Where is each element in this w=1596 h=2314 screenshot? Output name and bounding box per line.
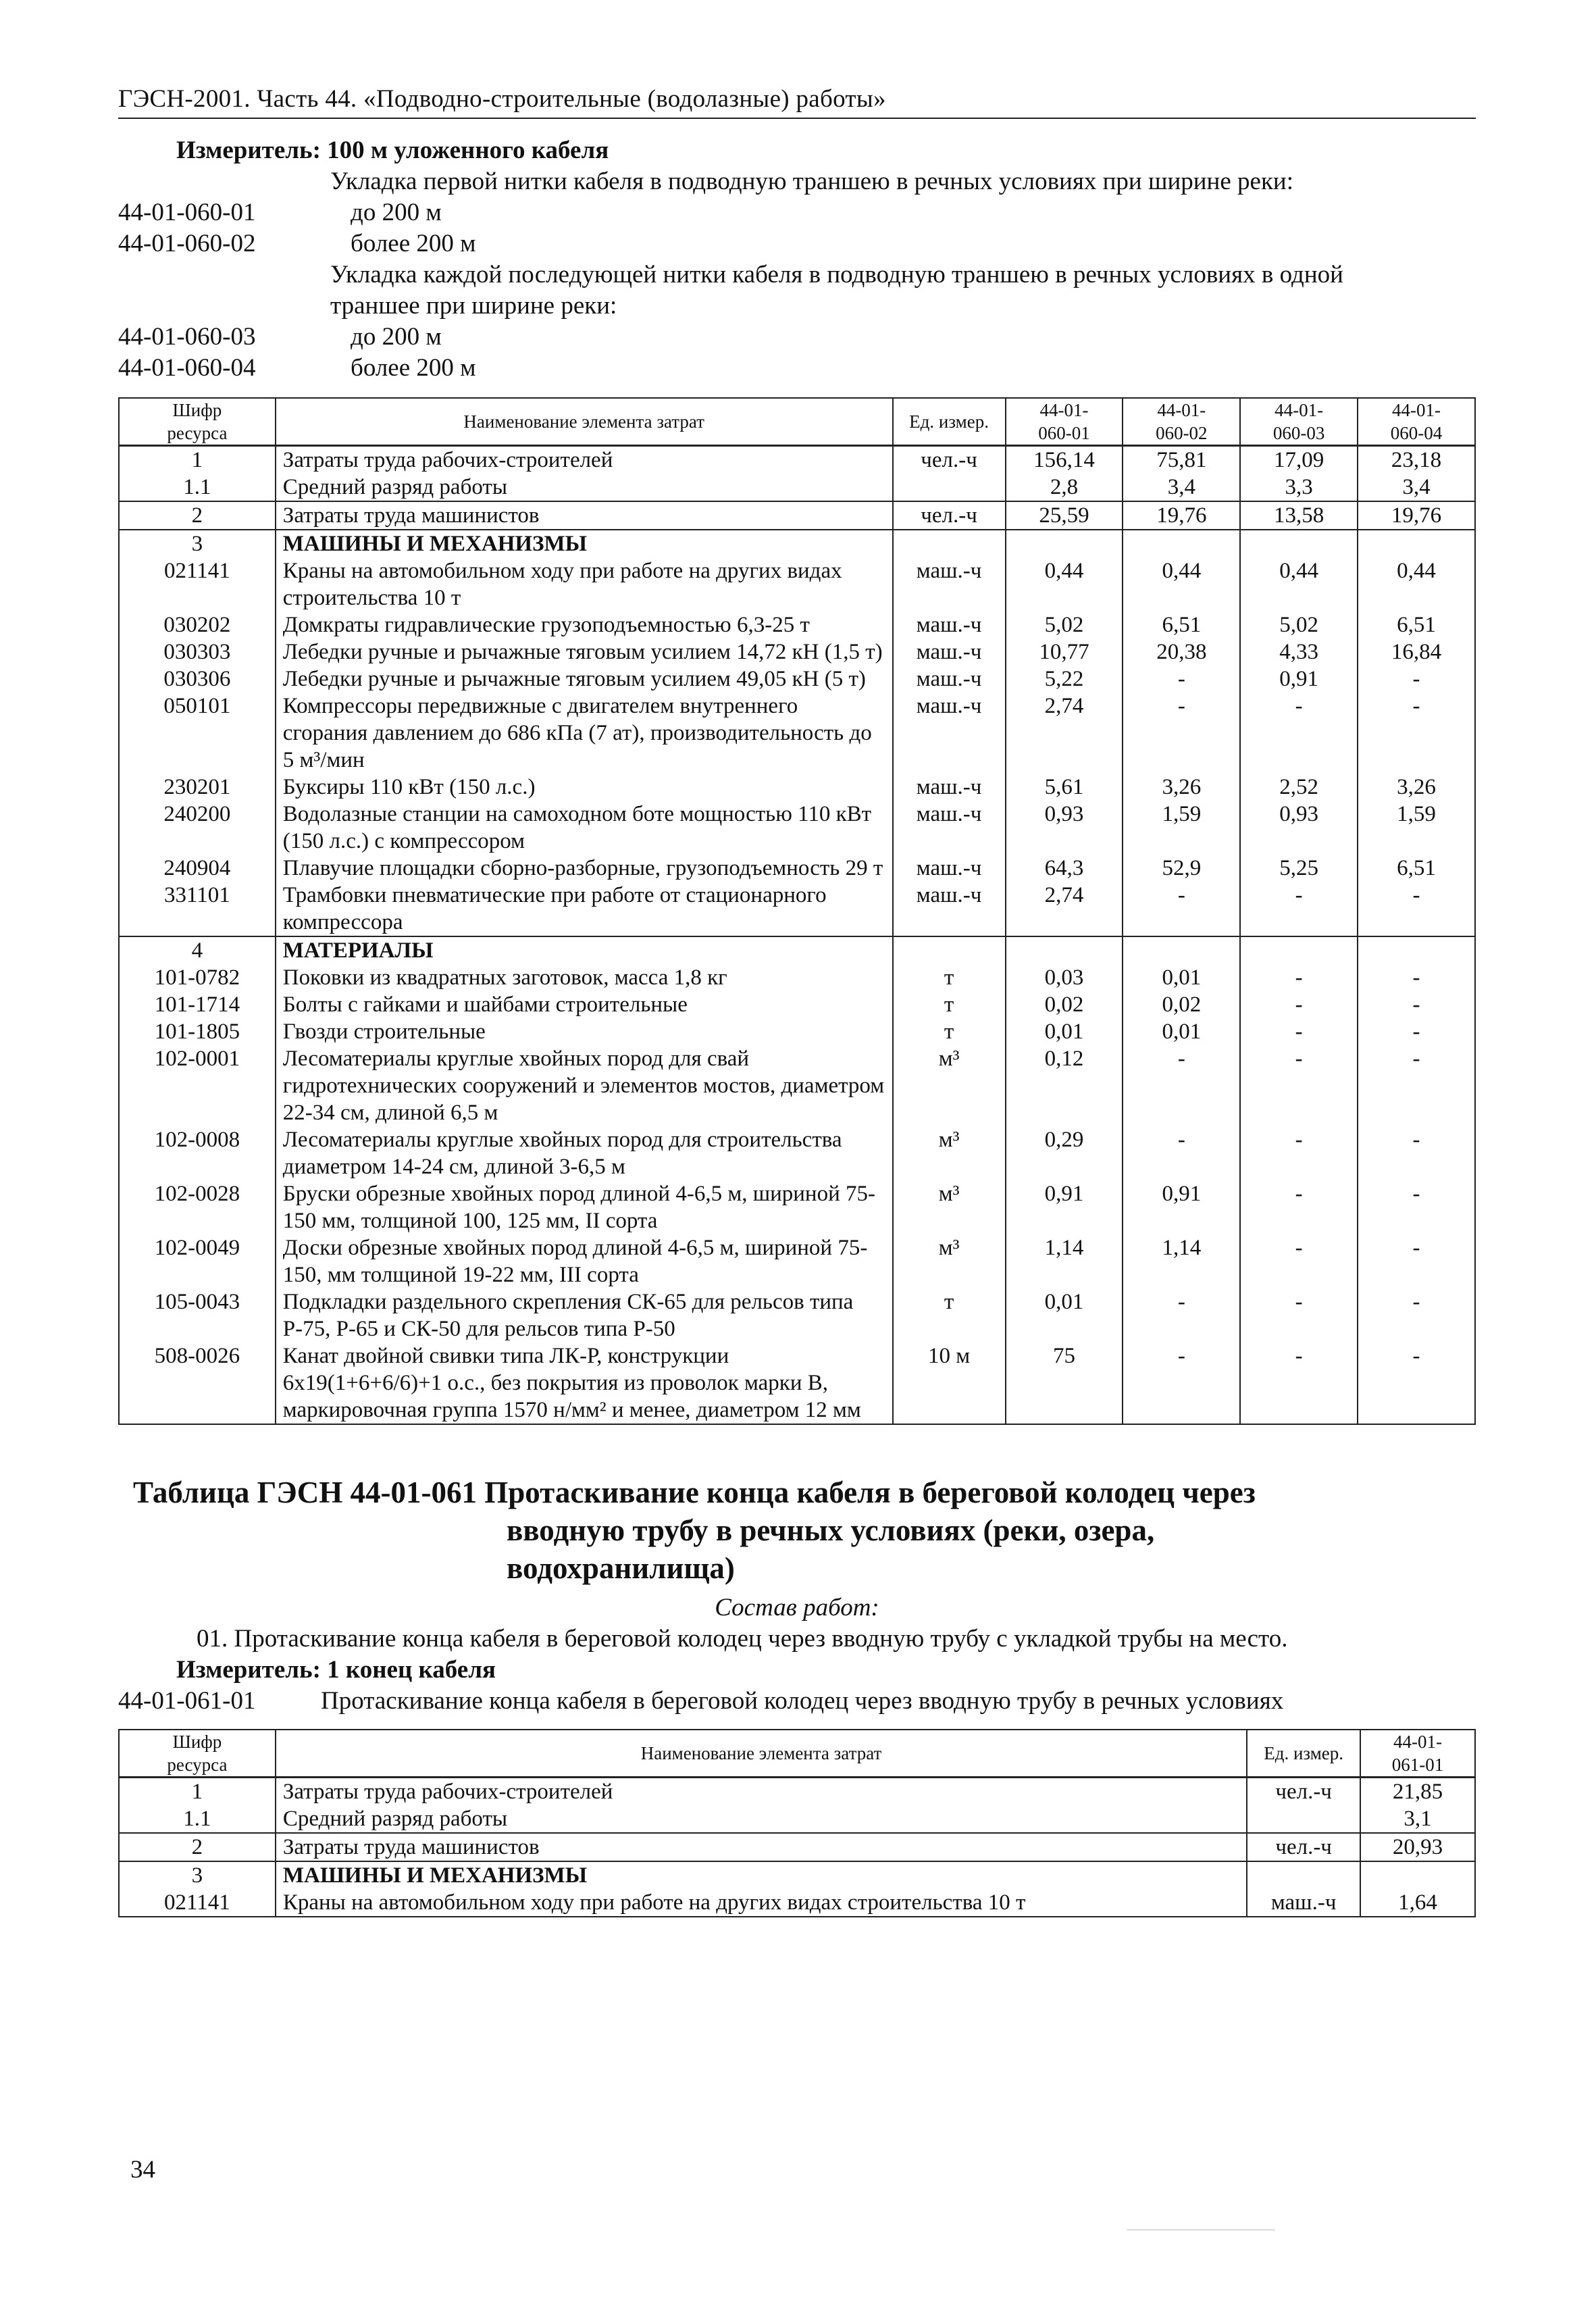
cell-v2: 3,26 — [1123, 774, 1240, 801]
cell-code: 102-0049 — [119, 1234, 276, 1288]
cell-v4: 1,59 — [1358, 801, 1475, 855]
table-title-line: вводную трубу в речных условиях (реки, озера, — [507, 1513, 1155, 1547]
cell-name: Затраты труда машинистов — [276, 1833, 1247, 1861]
cell-unit — [1247, 1861, 1360, 1889]
cell-code: 101-1714 — [119, 991, 276, 1018]
cell-name: Лебедки ручные и рычажные тяговым усилием 14,72 кН (1,5 т) — [276, 638, 893, 665]
cell-name: Буксиры 110 кВт (150 л.с.) — [276, 774, 893, 801]
cell-name: Затраты труда рабочих-строителей — [276, 1778, 1247, 1806]
document-page — [118, 84, 1476, 1917]
cell-v4: - — [1358, 882, 1475, 936]
cell-v2: - — [1123, 1045, 1240, 1126]
cell-v1: 25,59 — [1006, 501, 1123, 530]
table-row — [119, 1180, 1475, 1234]
table-title — [118, 1474, 1476, 1587]
cell-unit: чел.-ч — [893, 501, 1006, 530]
cell-v4: - — [1358, 1126, 1475, 1180]
cell-code: 021141 — [119, 1889, 276, 1917]
cell-v4: - — [1358, 964, 1475, 991]
table-row — [119, 446, 1475, 474]
table-row — [119, 1234, 1475, 1288]
cell-v3: 13,58 — [1240, 501, 1358, 530]
cell-v4: 19,76 — [1358, 501, 1475, 530]
code-line — [118, 197, 1476, 228]
operation-line: 01. Протаскивание конца кабеля в береговой колодец через вводную трубу с укладкой трубы на место. — [197, 1625, 1288, 1653]
cell-v2: 1,14 — [1123, 1234, 1240, 1288]
cell-v1: 1,64 — [1360, 1889, 1475, 1917]
cell-unit: маш.-ч — [1247, 1889, 1360, 1917]
cell-name: Средний разряд работы — [276, 474, 893, 501]
cell-code: 105-0043 — [119, 1288, 276, 1342]
cell-v4 — [1358, 936, 1475, 964]
cell-v4 — [1358, 530, 1475, 557]
col-header-unit: Ед. измер. — [893, 398, 1006, 446]
code-text: Протаскивание конца кабеля в береговой колодец через вводную трубу в речных условиях — [321, 1687, 1284, 1715]
table-row — [119, 882, 1475, 936]
table-row — [119, 1018, 1475, 1045]
cell-code: 1.1 — [119, 474, 276, 501]
cell-unit: маш.-ч — [893, 611, 1006, 638]
cell-name: Болты с гайками и шайбами строительные — [276, 991, 893, 1018]
code-line — [118, 228, 1476, 259]
cell-v1: 3,1 — [1360, 1805, 1475, 1833]
code-value: 44-01-060-02 — [118, 230, 256, 257]
cell-v4: 3,26 — [1358, 774, 1475, 801]
cell-code: 102-0028 — [119, 1180, 276, 1234]
cell-code: 030303 — [119, 638, 276, 665]
cell-v1: 5,22 — [1006, 665, 1123, 693]
code-text: более 200 м — [351, 354, 476, 382]
cell-v3: - — [1240, 991, 1358, 1018]
cell-unit: чел.-ч — [1247, 1778, 1360, 1806]
cell-v1: 2,74 — [1006, 882, 1123, 936]
cell-name: Компрессоры передвижные с двигателем внутреннего сгорания давлением до 686 кПа (7 ат), производительность до 5 м³/мин — [276, 693, 893, 774]
cell-name: Подкладки раздельного скрепления СК-65 для рельсов типа Р-75, Р-65 и СК-50 для рельсов типа Р-50 — [276, 1288, 893, 1342]
cell-v1: 0,12 — [1006, 1045, 1123, 1126]
cell-unit: маш.-ч — [893, 693, 1006, 774]
cell-v2: 6,51 — [1123, 611, 1240, 638]
table-row — [119, 1861, 1475, 1889]
col-header-060-01: 44-01- 060-01 — [1006, 398, 1123, 446]
table-row — [119, 557, 1475, 611]
cell-unit: чел.-ч — [1247, 1833, 1360, 1861]
cell-unit: маш.-ч — [893, 882, 1006, 936]
cell-code: 1.1 — [119, 1805, 276, 1833]
table-row — [119, 1889, 1475, 1917]
cell-v3: - — [1240, 1180, 1358, 1234]
col-header-name: Наименование элемента затрат — [276, 398, 893, 446]
table-row — [119, 1778, 1475, 1806]
cell-code: 102-0001 — [119, 1045, 276, 1126]
cell-v3: 4,33 — [1240, 638, 1358, 665]
cell-v2: 0,01 — [1123, 1018, 1240, 1045]
cell-v2: - — [1123, 1342, 1240, 1424]
code-text: более 200 м — [351, 230, 476, 257]
table-header-row — [119, 1730, 1475, 1778]
table-row — [119, 1805, 1475, 1833]
cell-v3: - — [1240, 1288, 1358, 1342]
table-row — [119, 638, 1475, 665]
cell-v1: 64,3 — [1006, 855, 1123, 882]
cell-v3: - — [1240, 1126, 1358, 1180]
cell-unit — [893, 474, 1006, 501]
cell-unit: маш.-ч — [893, 665, 1006, 693]
cell-v1: 10,77 — [1006, 638, 1123, 665]
cell-unit: м³ — [893, 1045, 1006, 1126]
col-header-060-03: 44-01- 060-03 — [1240, 398, 1358, 446]
cell-v4: - — [1358, 665, 1475, 693]
resource-table-060 — [118, 397, 1476, 1425]
table-row — [119, 611, 1475, 638]
page-number: 34 — [130, 2156, 155, 2184]
composition-heading: Состав работ: — [715, 1594, 879, 1621]
cell-unit: маш.-ч — [893, 557, 1006, 611]
cell-unit: м³ — [893, 1180, 1006, 1234]
cell-v1 — [1360, 1861, 1475, 1889]
cell-v2: 3,4 — [1123, 474, 1240, 501]
code-line — [118, 322, 1476, 353]
cell-code: 2 — [119, 501, 276, 530]
cell-v3: 0,44 — [1240, 557, 1358, 611]
table-row — [119, 964, 1475, 991]
cell-name: МАШИНЫ И МЕХАНИЗМЫ — [276, 1861, 1247, 1889]
code-value: 44-01-060-04 — [118, 354, 256, 382]
cell-name: Средний разряд работы — [276, 1805, 1247, 1833]
cell-v1: 156,14 — [1006, 446, 1123, 474]
code-value: 44-01-060-01 — [118, 199, 256, 226]
cell-unit — [893, 530, 1006, 557]
cell-v3: 2,52 — [1240, 774, 1358, 801]
table-row — [119, 801, 1475, 855]
cell-unit — [893, 936, 1006, 964]
cell-unit: м³ — [893, 1234, 1006, 1288]
cell-name: Домкраты гидравлические грузоподъемностью 6,3-25 т — [276, 611, 893, 638]
cell-v1: 75 — [1006, 1342, 1123, 1424]
cell-name: МАТЕРИАЛЫ — [276, 936, 893, 964]
cell-name: МАШИНЫ И МЕХАНИЗМЫ — [276, 530, 893, 557]
cell-v4: - — [1358, 1342, 1475, 1424]
col-header-060-02: 44-01- 060-02 — [1123, 398, 1240, 446]
cell-v2: - — [1123, 665, 1240, 693]
col-header-code: Шифр ресурса — [119, 398, 276, 446]
code-line — [118, 353, 1476, 384]
resource-table-061 — [118, 1729, 1476, 1917]
cell-v2: 19,76 — [1123, 501, 1240, 530]
cell-v1: 0,29 — [1006, 1126, 1123, 1180]
cell-code: 2 — [119, 1833, 276, 1861]
cell-name: Поковки из квадратных заготовок, масса 1,8 кг — [276, 964, 893, 991]
cell-code: 021141 — [119, 557, 276, 611]
cell-v1: 21,85 — [1360, 1778, 1475, 1806]
cell-name: Краны на автомобильном ходу при работе на других видах строительства 10 т — [276, 1889, 1247, 1917]
cell-v2: 20,38 — [1123, 638, 1240, 665]
cell-unit: т — [893, 964, 1006, 991]
cell-v3: 5,25 — [1240, 855, 1358, 882]
cell-code: 101-1805 — [119, 1018, 276, 1045]
code-value: 44-01-060-03 — [118, 323, 256, 351]
cell-v4: 16,84 — [1358, 638, 1475, 665]
table-row — [119, 474, 1475, 501]
table-row — [119, 530, 1475, 557]
cell-v1: 0,91 — [1006, 1180, 1123, 1234]
cell-v3: 3,3 — [1240, 474, 1358, 501]
cell-v4: - — [1358, 1018, 1475, 1045]
cell-v4: - — [1358, 1288, 1475, 1342]
cell-v1: 5,02 — [1006, 611, 1123, 638]
cell-v2: - — [1123, 882, 1240, 936]
cell-v3: - — [1240, 1018, 1358, 1045]
cell-v1: 2,74 — [1006, 693, 1123, 774]
table-row — [119, 1126, 1475, 1180]
cell-v4: 6,51 — [1358, 611, 1475, 638]
cell-code: 3 — [119, 530, 276, 557]
cell-code: 030306 — [119, 665, 276, 693]
measure-line: Измеритель: 100 м уложенного кабеля — [176, 136, 609, 164]
cell-name: Затраты труда рабочих-строителей — [276, 446, 893, 474]
cell-name: Лесоматериалы круглые хвойных пород для свай гидротехнических сооружений и элементов мостов, диаметром 22-34 см, длиной 6,5 м — [276, 1045, 893, 1126]
cell-unit: т — [893, 1288, 1006, 1342]
cell-v3: - — [1240, 1342, 1358, 1424]
code-line — [118, 1686, 1476, 1717]
table-row — [119, 1045, 1475, 1126]
heading-next-thread: Укладка каждой последующей нитки кабеля в подводную траншею в речных условиях в одной — [330, 261, 1343, 288]
cell-name: Трамбовки пневматические при работе от стационарного компрессора — [276, 882, 893, 936]
cell-name: Лебедки ручные и рычажные тяговым усилием 49,05 кН (5 т) — [276, 665, 893, 693]
col-header-name: Наименование элемента затрат — [276, 1730, 1247, 1778]
cell-v3: 0,91 — [1240, 665, 1358, 693]
cell-code: 101-0782 — [119, 964, 276, 991]
cell-name: Гвозди строительные — [276, 1018, 893, 1045]
cell-v3: - — [1240, 693, 1358, 774]
table-row — [119, 1833, 1475, 1861]
cell-v1: 0,01 — [1006, 1018, 1123, 1045]
table-row — [119, 855, 1475, 882]
table-row — [119, 693, 1475, 774]
col-header-unit: Ед. измер. — [1247, 1730, 1360, 1778]
cell-name: Бруски обрезные хвойных пород длиной 4-6,5 м, шириной 75-150 мм, толщиной 100, 125 мм, II сорта — [276, 1180, 893, 1234]
cell-name: Затраты труда машинистов — [276, 501, 893, 530]
cell-v4: - — [1358, 1234, 1475, 1288]
table-title-line: водохранилища) — [507, 1551, 735, 1585]
running-header: ГЭСН-2001. Часть 44. «Подводно-строительные (водолазные) работы» — [118, 84, 1476, 119]
cell-code: 102-0008 — [119, 1126, 276, 1180]
cell-v4: - — [1358, 991, 1475, 1018]
cell-unit — [1247, 1805, 1360, 1833]
cell-v1: 0,02 — [1006, 991, 1123, 1018]
cell-v1 — [1006, 936, 1123, 964]
cell-v4: - — [1358, 693, 1475, 774]
cell-v3: - — [1240, 964, 1358, 991]
cell-name: Канат двойной свивки типа ЛК-Р, конструкции 6х19(1+6+6/6)+1 о.с., без покрытия из проволок марки В, маркировочная группа 1570 н/мм² и менее, диаметром 12 мм — [276, 1342, 893, 1424]
cell-v1: 5,61 — [1006, 774, 1123, 801]
cell-unit: чел.-ч — [893, 446, 1006, 474]
cell-name: Доски обрезные хвойных пород длиной 4-6,5 м, шириной 75-150, мм толщиной 19-22 мм, III сорта — [276, 1234, 893, 1288]
cell-v2: 0,02 — [1123, 991, 1240, 1018]
cell-v1: 0,01 — [1006, 1288, 1123, 1342]
cell-name: Плавучие площадки сборно-разборные, грузоподъемность 29 т — [276, 855, 893, 882]
table-row — [119, 1342, 1475, 1424]
cell-v4: - — [1358, 1180, 1475, 1234]
cell-code: 230201 — [119, 774, 276, 801]
cell-unit: м³ — [893, 1126, 1006, 1180]
cell-v1: 0,93 — [1006, 801, 1123, 855]
cell-code: 3 — [119, 1861, 276, 1889]
cell-v2: - — [1123, 693, 1240, 774]
cell-v2: 0,91 — [1123, 1180, 1240, 1234]
table-row — [119, 501, 1475, 530]
measure-line: Измеритель: 1 конец кабеля — [176, 1656, 496, 1684]
cell-v1: 2,8 — [1006, 474, 1123, 501]
cell-code: 240200 — [119, 801, 276, 855]
cell-code: 030202 — [119, 611, 276, 638]
cell-unit: 10 м — [893, 1342, 1006, 1424]
table-row — [119, 665, 1475, 693]
code-text: до 200 м — [351, 323, 442, 351]
cell-unit: маш.-ч — [893, 855, 1006, 882]
col-header-060-04: 44-01- 060-04 — [1358, 398, 1475, 446]
cell-v3: 5,02 — [1240, 611, 1358, 638]
cell-v1: 0,03 — [1006, 964, 1123, 991]
cell-v4: 6,51 — [1358, 855, 1475, 882]
cell-code: 1 — [119, 1778, 276, 1806]
cell-code: 331101 — [119, 882, 276, 936]
cell-v2: 1,59 — [1123, 801, 1240, 855]
cell-v2: 0,01 — [1123, 964, 1240, 991]
table-header-row — [119, 398, 1475, 446]
cell-code: 050101 — [119, 693, 276, 774]
code-text: до 200 м — [351, 199, 442, 226]
col-header-061-01: 44-01- 061-01 — [1360, 1730, 1475, 1778]
code-value: 44-01-061-01 — [118, 1687, 256, 1715]
heading-first-thread: Укладка первой нитки кабеля в подводную траншею в речных условиях при ширине реки: — [330, 168, 1293, 195]
cell-v3: - — [1240, 1234, 1358, 1288]
cell-v4: - — [1358, 1045, 1475, 1126]
cell-v2: - — [1123, 1288, 1240, 1342]
table-title-line: Таблица ГЭСН 44-01-061 Протаскивание конца кабеля в береговой колодец через — [133, 1476, 1256, 1509]
cell-v2: - — [1123, 1126, 1240, 1180]
cell-code: 240904 — [119, 855, 276, 882]
cell-v3: 17,09 — [1240, 446, 1358, 474]
table-row — [119, 936, 1475, 964]
table-body — [119, 1778, 1475, 1917]
cell-v1: 20,93 — [1360, 1833, 1475, 1861]
cell-v1: 1,14 — [1006, 1234, 1123, 1288]
cell-v2 — [1123, 936, 1240, 964]
table-row — [119, 1288, 1475, 1342]
cell-code: 508-0026 — [119, 1342, 276, 1424]
cell-name: Краны на автомобильном ходу при работе на других видах строительства 10 т — [276, 557, 893, 611]
cell-unit: т — [893, 1018, 1006, 1045]
table-row — [119, 991, 1475, 1018]
cell-name: Водолазные станции на самоходном боте мощностью 110 кВт (150 л.с.) с компрессором — [276, 801, 893, 855]
cell-v3: - — [1240, 1045, 1358, 1126]
cell-v1 — [1006, 530, 1123, 557]
table-body — [119, 446, 1475, 1425]
cell-code: 4 — [119, 936, 276, 964]
cell-v4: 0,44 — [1358, 557, 1475, 611]
cell-name: Лесоматериалы круглые хвойных пород для строительства диаметром 14-24 см, длиной 3-6,5 м — [276, 1126, 893, 1180]
cell-unit: маш.-ч — [893, 774, 1006, 801]
cell-unit: маш.-ч — [893, 801, 1006, 855]
cell-v2: 52,9 — [1123, 855, 1240, 882]
cell-v4: 23,18 — [1358, 446, 1475, 474]
cell-v3 — [1240, 530, 1358, 557]
cell-v2: 75,81 — [1123, 446, 1240, 474]
heading-next-thread-cont: траншее при ширине реки: — [330, 292, 617, 320]
cell-v2: 0,44 — [1123, 557, 1240, 611]
cell-code: 1 — [119, 446, 276, 474]
cell-v3 — [1240, 936, 1358, 964]
cell-unit: т — [893, 991, 1006, 1018]
col-header-code: Шифр ресурса — [119, 1730, 276, 1778]
cell-v1: 0,44 — [1006, 557, 1123, 611]
table-row — [119, 774, 1475, 801]
cell-v3: - — [1240, 882, 1358, 936]
cell-v2 — [1123, 530, 1240, 557]
cell-unit: маш.-ч — [893, 638, 1006, 665]
cell-v4: 3,4 — [1358, 474, 1475, 501]
cell-v3: 0,93 — [1240, 801, 1358, 855]
